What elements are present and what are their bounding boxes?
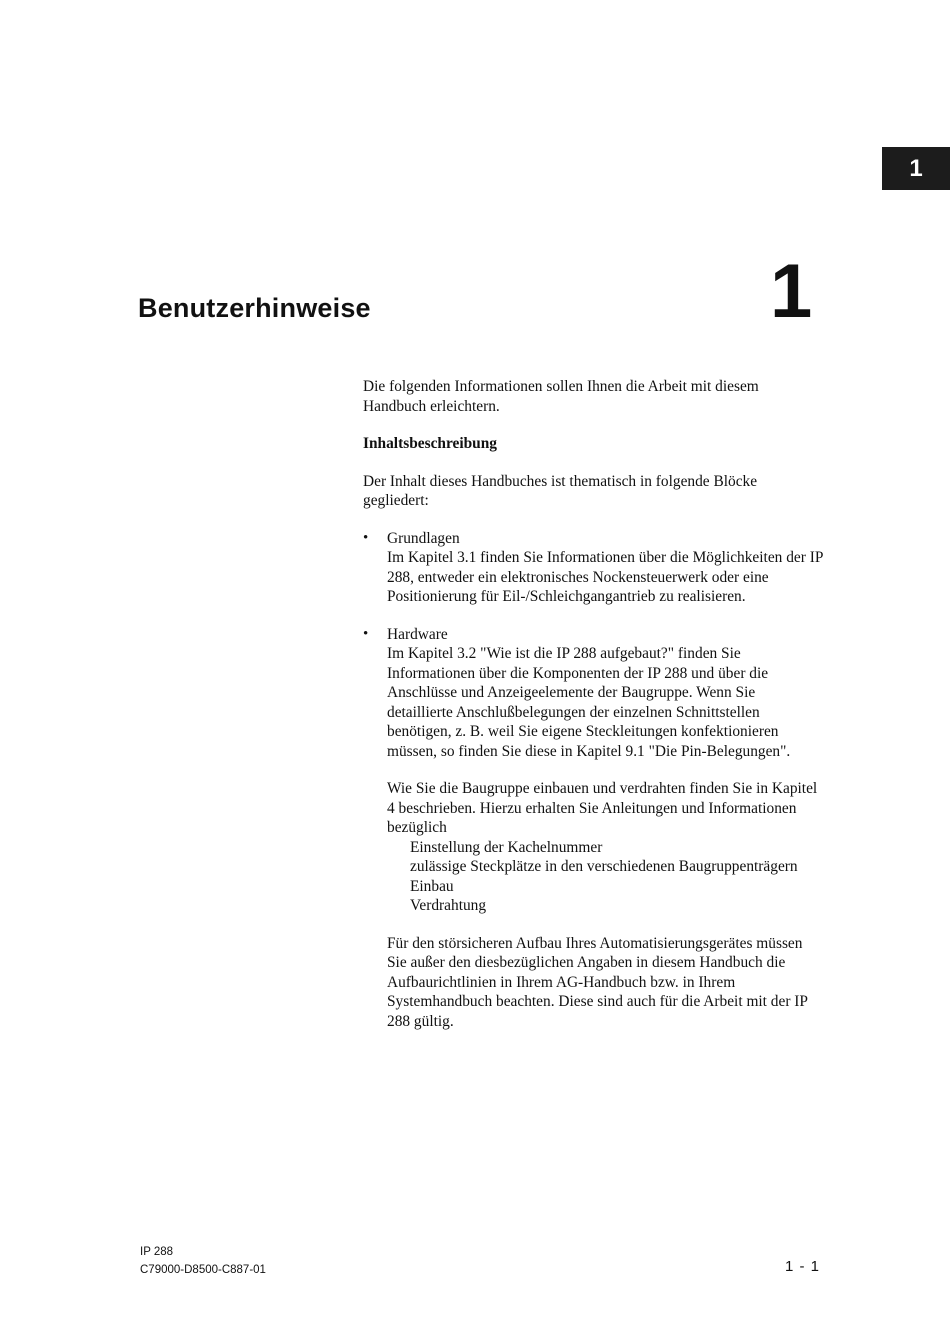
list-item: zulässige Steckplätze in den verschiedenen Baugruppenträgern [410,858,798,875]
bullet-icon: • [363,529,369,546]
installation-topics-list [387,838,823,916]
list-item: Einstellung der Kachelnummer [410,838,603,856]
bullet-text: Im Kapitel 3.1 finden Sie Informationen über die Möglichkeiten der IP 288, entweder ein elektronisches Nockensteuerwerk oder eine Positionierung für Eil-/Schleichgangantrieb zu realisieren. [387,549,823,605]
closing-paragraph: Für den störsicheren Aufbau Ihres Automatisierungsgerätes müssen Sie außer den diesbezüglichen Angaben in diesem Handbuch die Aufbaurichtlinien in Ihrem AG-Handbuch bzw. in Ihrem Systemhandbuch beachten. Diese sind auch für die Arbeit mit der IP 288 gültig. [387,934,808,1030]
bullet-subparagraph: Wie Sie die Baugruppe einbauen und verdrahten finden Sie in Kapitel 4 beschrieben. Hierzu erhalten Sie Anleitungen und Informationen bezüglich [387,780,818,836]
intro-paragraph: Die folgenden Informationen sollen Ihnen die Arbeit mit diesem Handbuch erleichtern. [363,378,759,415]
bullet-item-hardware [363,625,823,916]
footer-document-info [140,1243,266,1279]
chapter-title: Benutzerhinweise [138,293,371,323]
list-item: Verdrahtung [410,897,487,914]
bullet-text: Im Kapitel 3.2 "Wie ist die IP 288 aufgebaut?" finden Sie Informationen über die Komponenten der IP 288 und über die Anschlüsse und Anzeigeelemente der Baugruppe. Wenn Sie detaillierte Anschlußbelegungen der einzelnen Schnittstellen benötigen, z. B. weil Sie eigene Steckleitungen konfektionieren müssen, so finden Sie diese in Kapitel 9.1 "Die Pin-Belegungen". [387,645,791,760]
bullet-title: Hardware [387,625,448,643]
page-number: 1 - 1 [784,1258,820,1275]
footer-doc-number: C79000-D8500-C887-01 [140,1264,266,1276]
chapter-tab-marker: 1 [882,147,950,190]
list-item: Einbau [410,877,454,895]
section-heading: Inhaltsbeschreibung [363,435,497,452]
bullet-icon: • [363,625,369,642]
footer-product: IP 288 [140,1246,174,1258]
bullet-item-grundlagen [363,529,823,607]
bullet-title: Grundlagen [387,529,460,547]
section-lead-paragraph: Der Inhalt dieses Handbuches ist thematisch in folgende Blöcke gegliedert: [363,472,758,509]
chapter-number: 1 [770,249,813,334]
main-content [363,377,823,1031]
